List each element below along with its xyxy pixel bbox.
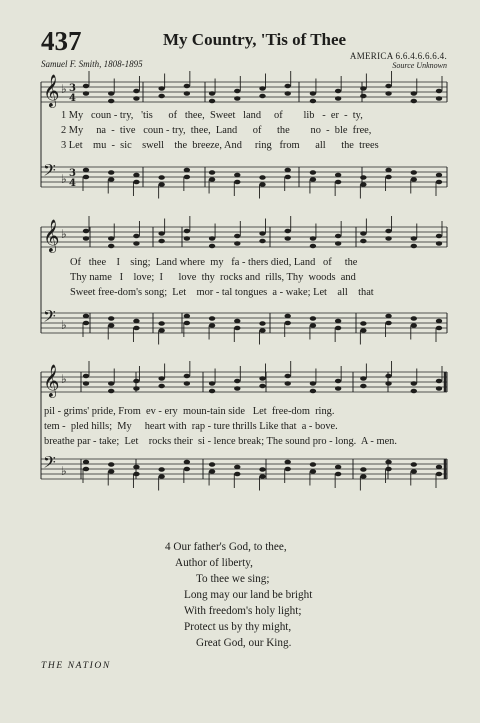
notehead [360,231,366,236]
notehead [209,316,215,321]
notehead [385,381,391,386]
notehead [158,182,164,187]
notehead [436,319,442,324]
notehead [385,84,391,89]
notehead [133,326,139,331]
system3-lyric-line: breathe par - take; Let rocks their si - lence break; The sound pro - long. A - men. [44,436,397,447]
notehead [158,467,164,472]
notehead [158,376,164,381]
notehead [335,89,341,94]
verse4-line: Author of liberty, [175,557,253,569]
notehead [411,99,417,104]
time-signature-top: 3 [69,168,76,179]
notehead [411,177,417,182]
notehead [108,91,114,96]
notehead [83,321,89,326]
notehead [436,241,442,246]
notehead [209,244,215,249]
verse4-line: Protect us by thy might, [184,621,292,633]
key-flat: ♭ [61,318,67,332]
time-signature-bottom: 4 [69,93,76,104]
notehead [209,381,215,386]
notehead [133,241,139,246]
system1-lyric-line: 2 My na - tive coun - try, thee, Land of the no - ble free, [61,125,372,136]
bass-clef: 𝄢 [43,452,56,476]
notehead [436,173,442,178]
notehead [360,328,366,333]
notehead [234,326,240,331]
notehead [335,180,341,185]
notehead [411,91,417,96]
notehead [158,321,164,326]
notehead [259,86,265,91]
notehead [184,321,190,326]
notehead [285,314,291,319]
notehead [234,96,240,101]
notehead [285,84,291,89]
key-flat: ♭ [61,227,67,241]
notehead [436,472,442,477]
notehead [436,96,442,101]
notehead [360,384,366,389]
notehead [108,323,114,328]
notehead [259,474,265,479]
notehead [108,236,114,241]
notehead [158,474,164,479]
notehead [411,469,417,474]
system2-lyric-line: Thy name I love; I love thy rocks and rills, Thy woods and [70,272,356,283]
notehead [133,386,139,391]
notehead [360,175,366,180]
notehead [259,321,265,326]
notehead [335,326,341,331]
notehead [184,175,190,180]
notehead [385,236,391,241]
notehead [133,472,139,477]
notehead [184,84,190,89]
notehead [209,236,215,241]
treble-clef: 𝄞 [43,364,60,397]
notehead [108,389,114,394]
notehead [184,91,190,96]
notehead [83,381,89,386]
notehead [360,376,366,381]
system1-lyric-line: 1 My coun - try, 'tis of thee, Sweet land of lib - er - ty, [61,110,363,121]
notehead [234,241,240,246]
notehead [83,467,89,472]
notehead [259,328,265,333]
notehead [209,469,215,474]
notehead [158,328,164,333]
notehead [108,244,114,249]
notehead [360,467,366,472]
notehead [285,91,291,96]
treble-clef: 𝄞 [43,74,60,107]
notehead [360,474,366,479]
notehead [385,168,391,173]
verse4-line: To thee we sing; [196,573,270,585]
notehead [158,175,164,180]
notehead [83,229,89,234]
notehead [234,386,240,391]
notehead [108,316,114,321]
notehead [184,381,190,386]
notehead [184,314,190,319]
notehead [285,321,291,326]
notehead [385,321,391,326]
notehead [436,234,442,239]
notehead [411,316,417,321]
notehead [411,462,417,467]
notehead [436,89,442,94]
notehead [108,469,114,474]
notehead [335,386,341,391]
notehead [335,319,341,324]
system3-lyric-line: pil - grims' pride, From ev - ery moun-tain side Let free-dom ring. [44,406,335,417]
key-flat: ♭ [61,464,67,478]
notehead [285,236,291,241]
notehead [385,175,391,180]
system2-lyric-line: Of thee I sing; Land where my fa - thers died, Land of the [70,257,358,268]
notehead [83,175,89,180]
notehead [436,326,442,331]
notehead [385,467,391,472]
notehead [158,239,164,244]
notehead [209,323,215,328]
notehead [83,236,89,241]
notehead [385,91,391,96]
notehead [184,460,190,465]
notehead [310,177,316,182]
notehead [184,229,190,234]
notehead [209,177,215,182]
time-signature-bottom: 4 [69,178,76,189]
notehead [259,231,265,236]
verse-4 [165,539,312,651]
notehead [209,462,215,467]
notehead [310,462,316,467]
notehead [436,180,442,185]
author-credit: Samuel F. Smith, 1808-1895 [41,59,143,69]
notehead [310,469,316,474]
notehead [310,389,316,394]
notehead [234,379,240,384]
notehead [158,86,164,91]
notehead [385,314,391,319]
notehead [411,389,417,394]
notehead [158,94,164,99]
notehead [310,236,316,241]
system2-lyric-line: Sweet free-dom's song; Let mor - tal tongues a - wake; Let all that [70,287,374,298]
notehead [310,323,316,328]
system3-lyric-line: tem - pled hills; My heart with rap - ture thrills Like that a - bove. [44,421,338,432]
notehead [184,168,190,173]
notehead [285,381,291,386]
bass-clef: 𝄢 [43,306,56,330]
notehead [83,460,89,465]
notehead [285,175,291,180]
notehead [108,99,114,104]
notehead [184,236,190,241]
tune-name: AMERICA 6.6.4.6.6.6.4. [349,51,447,61]
notehead [259,384,265,389]
tune-source: Source Unknown [392,61,447,70]
notehead [259,239,265,244]
key-flat: ♭ [61,82,67,96]
hymn-number: 437 [41,26,82,56]
notehead [385,460,391,465]
notehead [411,170,417,175]
notehead [133,465,139,470]
notehead [83,91,89,96]
notehead [259,467,265,472]
notehead [285,229,291,234]
notehead [310,91,316,96]
notehead [310,170,316,175]
verse4-line: With freedom's holy light; [184,605,302,617]
notehead [335,472,341,477]
key-flat: ♭ [61,172,67,186]
notehead [209,170,215,175]
notehead [310,316,316,321]
notehead [133,379,139,384]
notehead [411,236,417,241]
notehead [335,465,341,470]
verse4-line: 4 Our father's God, to thee, [165,541,287,553]
notehead [259,175,265,180]
notehead [385,229,391,234]
notehead [360,239,366,244]
notehead [184,374,190,379]
notehead [285,460,291,465]
notehead [259,94,265,99]
notehead [108,381,114,386]
notehead [310,381,316,386]
notehead [335,173,341,178]
notehead [234,180,240,185]
notehead [411,323,417,328]
notehead [285,467,291,472]
notehead [133,234,139,239]
notehead [184,467,190,472]
time-signature-top: 3 [69,83,76,94]
notehead [335,379,341,384]
notehead [133,173,139,178]
notehead [234,173,240,178]
bass-clef: 𝄢 [43,160,56,184]
notehead [133,319,139,324]
notehead [209,99,215,104]
notehead [335,241,341,246]
notehead [133,96,139,101]
notehead [285,374,291,379]
notehead [360,182,366,187]
system1-lyric-line: 3 Let mu - sic swell the breeze, And ring from all the trees [61,140,379,151]
notehead [209,91,215,96]
notehead [133,89,139,94]
notehead [108,170,114,175]
notehead [108,462,114,467]
notehead [335,234,341,239]
notehead [133,180,139,185]
notehead [83,168,89,173]
notehead [234,472,240,477]
notehead [83,374,89,379]
notehead [285,168,291,173]
notehead [360,321,366,326]
notehead [158,231,164,236]
verse4-line: Great God, our King. [196,637,292,649]
notehead [259,376,265,381]
notehead [310,244,316,249]
notehead [108,177,114,182]
section-footer: THE NATION [41,661,111,671]
key-flat: ♭ [61,372,67,386]
notehead [234,234,240,239]
notehead [360,86,366,91]
notehead [83,314,89,319]
treble-clef: 𝄞 [43,219,60,252]
notehead [436,379,442,384]
notehead [310,99,316,104]
notehead [436,386,442,391]
notehead [209,389,215,394]
notehead [436,465,442,470]
notehead [234,89,240,94]
verse4-line: Long may our land be bright [184,589,313,601]
notehead [385,374,391,379]
notehead [411,244,417,249]
notehead [259,182,265,187]
notehead [234,319,240,324]
notehead [360,94,366,99]
notehead [158,384,164,389]
hymn-title: My Country, 'Tis of Thee [163,30,347,49]
notehead [335,96,341,101]
notehead [411,381,417,386]
notehead [234,465,240,470]
notehead [83,84,89,89]
